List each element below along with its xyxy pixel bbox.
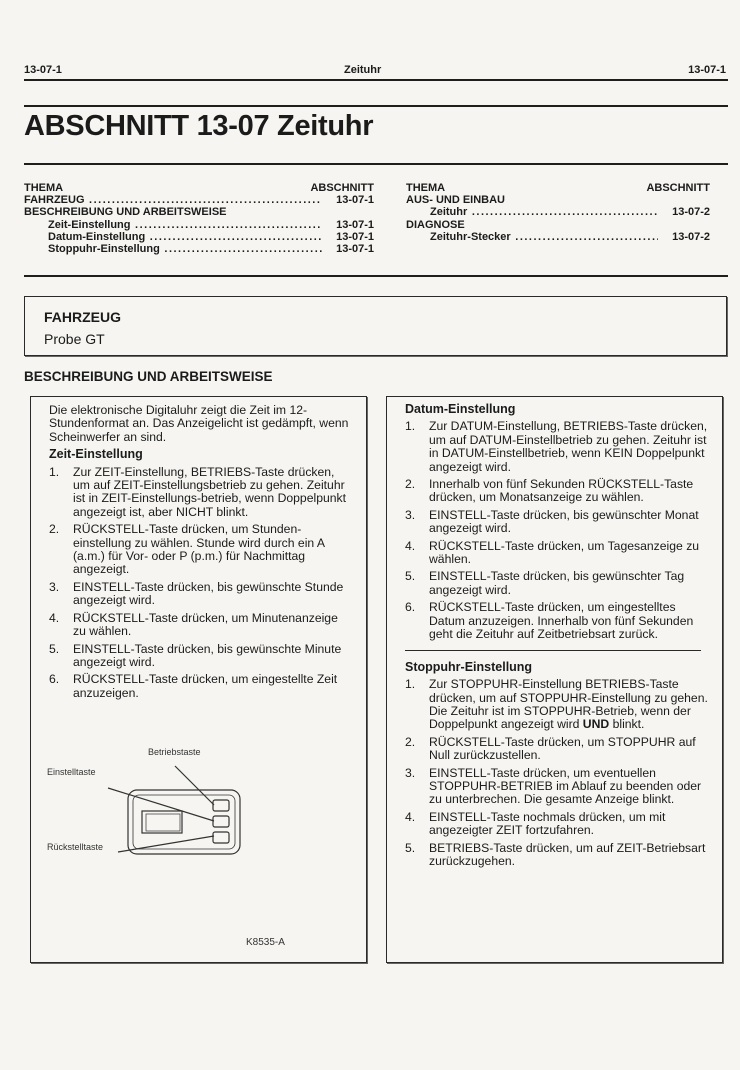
step-text: EINSTELL-Taste drücken, bis gewünschter Monat angezeigt wird. (429, 507, 699, 536)
toc-row (406, 206, 710, 218)
toc-header-abschnitt: ABSCHNITT (310, 182, 374, 194)
step-text-part: blinkt. (609, 717, 645, 732)
step-item (405, 420, 709, 474)
zeit-einstellung-heading: Zeit-Einstellung (49, 447, 143, 462)
step-item (49, 643, 349, 670)
betriebstaste-leader (175, 766, 214, 805)
toc-entry-page: 13-07-1 (336, 218, 374, 231)
toc-row (406, 219, 710, 231)
zeit-steps-list (49, 466, 349, 701)
title-rule-top (24, 105, 728, 107)
toc-entry-page: 13-07-1 (336, 194, 374, 207)
step-number: 2. (49, 522, 60, 537)
toc-right (406, 182, 710, 243)
step-item (405, 678, 709, 732)
step-number: 2. (405, 734, 416, 749)
toc-header-thema: THEMA (406, 182, 446, 194)
step-text: RÜCKSTELL-Taste drücken, um Tagesanzeige zu wählen. (429, 538, 700, 567)
step-text: EINSTELL-Taste drücken, bis gewünschte Stunde angezeigt wird. (73, 579, 344, 608)
step-item (49, 612, 349, 639)
step-text (429, 678, 709, 732)
right-column (405, 403, 709, 872)
section-heading: BESCHREIBUNG UND ARBEITSWEISE (24, 369, 273, 384)
step-number: 1. (405, 677, 416, 692)
step-number: 5. (405, 840, 416, 855)
toc-entry-label: Zeit-Einstellung ..... (24, 219, 322, 231)
step-item (405, 478, 709, 505)
fahrzeug-heading: FAHRZEUG (44, 309, 121, 325)
step-text: RÜCKSTELL-Taste drücken, um Minutenanzeige zu wählen. (73, 610, 338, 639)
rueckstelltaste-leader (118, 836, 214, 852)
step-text (429, 842, 709, 869)
toc-row (24, 231, 374, 243)
step-text (429, 811, 709, 838)
step-item (405, 767, 709, 807)
step-text-part: Zur STOPPUHR-Einstellung BETRIEBS-Taste drücken, um auf STOPPUHR-Einstellung zu gehen. Die Zeituhr ist im STOPPUHR-Betrieb, wenn der Doppelpunkt angezeigt wird (429, 677, 708, 732)
toc-entry-page: 13-07-1 (336, 243, 374, 256)
toc-row (24, 219, 374, 231)
toc-entry-label: AUS- UND EINBAU (406, 194, 505, 207)
toc-header (24, 182, 374, 194)
step-number: 2. (405, 477, 416, 492)
toc-entry-page (322, 206, 374, 218)
step-item (49, 466, 349, 520)
title-rule-bottom (24, 163, 728, 165)
step-item (405, 736, 709, 763)
toc-entry-page: 13-07-2 (672, 206, 710, 219)
toc-entry-label: FAHRZEUG ..... (24, 194, 322, 206)
step-number: 6. (405, 600, 416, 615)
einstelltaste-leader (108, 788, 214, 821)
step-number: 5. (49, 641, 60, 656)
toc-row (24, 243, 374, 255)
step-item (405, 509, 709, 536)
step-text (429, 767, 709, 807)
step-number: 1. (405, 419, 416, 434)
step-number: 5. (405, 569, 416, 584)
stoppuhr-steps-list (405, 678, 709, 868)
column-separator (405, 650, 701, 651)
step-number: 4. (49, 610, 60, 625)
toc-left (24, 182, 374, 255)
step-text: EINSTELL-Taste drücken, bis gewünschter Tag angezeigt wird. (429, 569, 685, 597)
step-text: EINSTELL-Taste drücken, bis gewünschte Minute angezeigt wird. (73, 641, 342, 669)
step-item (49, 673, 349, 700)
step-item (405, 540, 709, 567)
toc-entry-page (658, 219, 710, 231)
step-text-part: BETRIEBS-Taste drücken, um auf ZEIT-Betriebsart zurückzugehen. (429, 840, 706, 869)
step-item (405, 811, 709, 838)
fahrzeug-box (24, 296, 727, 356)
label-betriebstaste: Betriebstaste (148, 747, 201, 757)
page-title: ABSCHNITT 13-07 Zeituhr (24, 110, 374, 142)
step-text: RÜCKSTELL-Taste drücken, um eingestelltes Datum anzuzeigen. Innerhalb von fünf Sekunden geht die Zeituhr auf Zeitbetriebsart zurück. (429, 600, 694, 642)
toc-entry-label: Stoppuhr-Einstellung ..... (24, 243, 322, 255)
toc-row (406, 194, 710, 206)
label-einstelltaste: Einstelltaste (47, 767, 96, 777)
toc-header-abschnitt: ABSCHNITT (646, 182, 710, 194)
fahrzeug-value: Probe GT (44, 331, 105, 347)
step-number: 3. (405, 507, 416, 522)
datum-einstellung-heading: Datum-Einstellung (405, 402, 516, 416)
step-text: Innerhalb von fünf Sekunden RÜCKSTELL-Taste drücken, um Monatsanzeige zu wählen. (429, 477, 694, 505)
toc-entry-label: Zeituhr-Stecker ..... (406, 231, 658, 243)
toc-row (24, 206, 374, 218)
toc-header-thema: THEMA (24, 182, 64, 194)
running-header-title: Zeituhr (344, 64, 382, 76)
toc-entry-label: DIAGNOSE (406, 218, 465, 231)
step-text-part: RÜCKSTELL-Taste drücken, um STOPPUHR auf Null zurückzustellen. (429, 734, 696, 763)
label-rueckstelltaste: Rückstelltaste (47, 842, 104, 852)
step-text: Zur DATUM-Einstellung, BETRIEBS-Taste drücken, um auf DATUM-Einstellbetrieb zu gehen. Zeituhr ist in DATUM-Einstellbetrieb, wenn KEIN Doppelpunkt angezeigt wird. (429, 419, 708, 474)
step-item (405, 842, 709, 869)
toc-entry-page: 13-07-1 (336, 230, 374, 243)
intro-paragraph: Die elektronische Digitaluhr zeigt die Zeit im 12-Stundenformat an. Das Anzeigelicht ist gedämpft, wenn Scheinwerfer an sind. (49, 403, 349, 444)
rueckstelltaste-button (213, 832, 229, 843)
header-rule (24, 79, 728, 81)
toc-row (24, 194, 374, 206)
step-text: RÜCKSTELL-Taste drücken, um Stunden-einstellung zu wählen. Stunde wird durch ein A (a.m.) für Vor- oder P (p.m.) für Nachmittag angezeigt. (73, 522, 325, 577)
step-number: 1. (49, 464, 60, 479)
stoppuhr-einstellung-heading: Stoppuhr-Einstellung (405, 659, 533, 674)
step-item (49, 581, 349, 608)
step-number: 4. (405, 809, 416, 824)
step-item (405, 570, 709, 597)
step-number: 3. (49, 579, 60, 594)
datum-steps-list (405, 420, 709, 641)
toc-entry-page: 13-07-2 (672, 230, 710, 243)
einstelltaste-button (213, 816, 229, 827)
step-text-part: EINSTELL-Taste nochmals drücken, um mit angezeigter ZEIT fortzufahren. (429, 809, 666, 838)
toc-entry-label: Datum-Einstellung ..... (24, 231, 322, 243)
step-item (405, 601, 709, 641)
step-text: Zur ZEIT-Einstellung, BETRIEBS-Taste drücken, um auf ZEIT-Einstellungsbetrieb zu gehen. Zeituhr ist in ZEIT-Einstellungs-betrieb, wenn Doppelpunkt angezeigt ist, aber NICHT blinkt. (73, 464, 347, 519)
toc-rule (24, 275, 728, 277)
toc-row (406, 231, 710, 243)
toc-entry-label: BESCHREIBUNG UND ARBEITSWEISE (24, 206, 227, 219)
betriebstaste-button (213, 800, 229, 811)
step-text (429, 736, 709, 763)
step-item (49, 523, 349, 577)
toc-entry-page (658, 194, 710, 206)
step-number: 3. (405, 765, 416, 780)
left-column (49, 404, 349, 704)
figure-id: K8535-A (246, 937, 285, 948)
toc-entry-label: Zeituhr ..... (406, 206, 658, 218)
step-text-part: EINSTELL-Taste drücken, um eventuellen STOPPUHR-BETRIEB im Ablauf zu beenden oder zu unterbrechen. Die gesamte Anzeige blinkt. (429, 765, 702, 807)
running-header-page-left: 13-07-1 (24, 64, 62, 76)
step-number: 6. (49, 672, 60, 687)
step-text: RÜCKSTELL-Taste drücken, um eingestellte Zeit anzuzeigen. (73, 672, 338, 700)
toc-header (406, 182, 710, 194)
step-number: 4. (405, 538, 416, 553)
step-text-emphasis: UND (582, 717, 610, 732)
running-header-page-right: 13-07-1 (688, 64, 726, 76)
